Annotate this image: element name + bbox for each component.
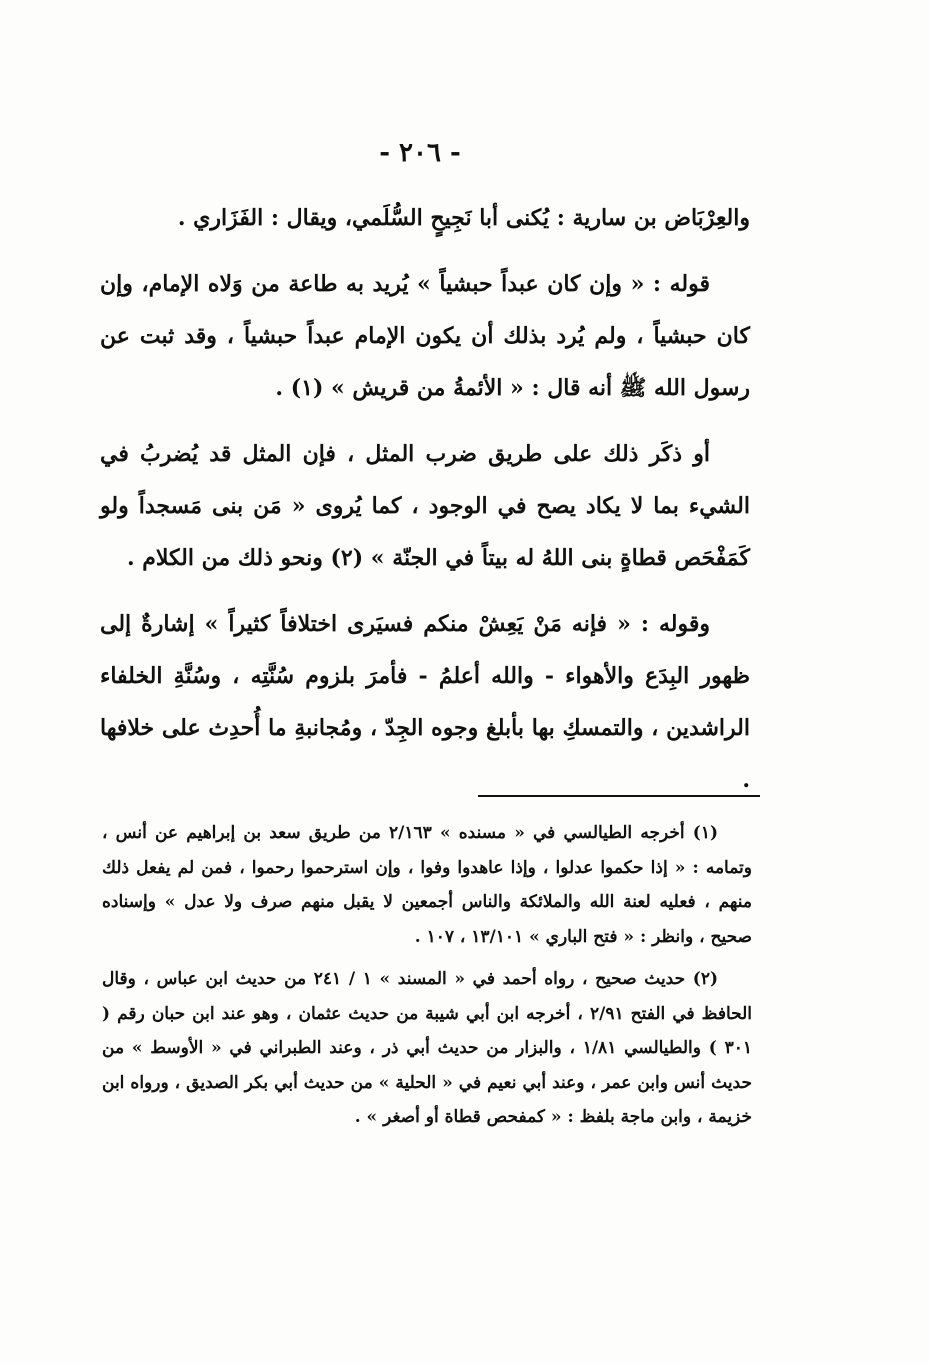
main-paragraph: والعِرْبَاض بن سارية : يُكنى أبا نَجِيحٍ السُّلَمي، ويقال : الفَزَاري . [177,205,750,231]
page-number: - ٢٠٦ - [379,138,461,168]
footnote-1: (١) أخرجه الطيالسي في « مسنده » ٢/١٦٣ من طريق سعد بن إبراهيم عن أنس ، وتمامه : « إذا حكموا عدلوا ، وإذا عاهدوا وفوا ، وإن استرحموا رحموا ، فمن لم يفعل ذلك منهم ، فعليه لعنة الله والملائكة والناس أجمعين لا يقبل منهم صرف ولا عدل » وإسناده صحيح ، وانظر : « فتح الباري » ١٣/١٠١ ، ١٠٧ . [102,823,752,947]
main-text [100,192,750,820]
main-paragraph: أو ذكَر ذلك على طريق ضرب المثل ، فإن المثل قد يُضربُ في الشيء بما لا يكاد يصح في الوجود ، كما يُروى « مَن بنى مَسجداً ولو كَمَفْحَص قطاةٍ بنى اللهُ له بيتاً في الجنّة » (٢) ونحو ذلك من الكلام . [100,441,750,571]
footnotes [102,816,752,1143]
footnote-divider [478,795,760,797]
main-paragraph: وقوله : « فإنه مَنْ يَعِشْ منكم فسيَرى اختلافاً كثيراً » إشارةٌ إلى ظهور البِدَع والأهواء - والله أعلمُ - فأمرَ بلزوم سُنَّتِه ، وسُنَّةِ الخلفاء الراشدين ، والتمسكِ بها بأبلغ وجوه الجِدّ ، ومُجانبةِ ما أُحدِث على خلافها . [100,611,750,793]
footnote-2: (٢) حديث صحيح ، رواه أحمد في « المسند » ١ / ٢٤١ من حديث ابن عباس ، وقال الحافظ في الفتح ٢/٩١ ، أخرجه ابن أبي شيبة من حديث عثمان ، وهو عند ابن حبان رقم ( ٣٠١ ) والطيالسي ١/٨١ ، والبزار من حديث أبي ذر ، وعند الطبراني في « الأوسط » من حديث أنس وابن عمر ، وعند أبي نعيم في « الحلية » من حديث أبي بكر الصديق ، ورواه ابن خزيمة ، وابن ماجة بلفظ : « كمفحص قطاة أو أصغر » . [102,969,752,1127]
main-paragraph: قوله : « وإن كان عبداً حبشياً » يُريد به طاعة من وَلاه الإمام، وإن كان حبشياً ، ولم يُرد بذلك أن يكون الإمام عبداً حبشياً ، وقد ثبت عن رسول الله ﷺ أنه قال : « الأئمةُ من قريش » (١) . [100,271,750,401]
